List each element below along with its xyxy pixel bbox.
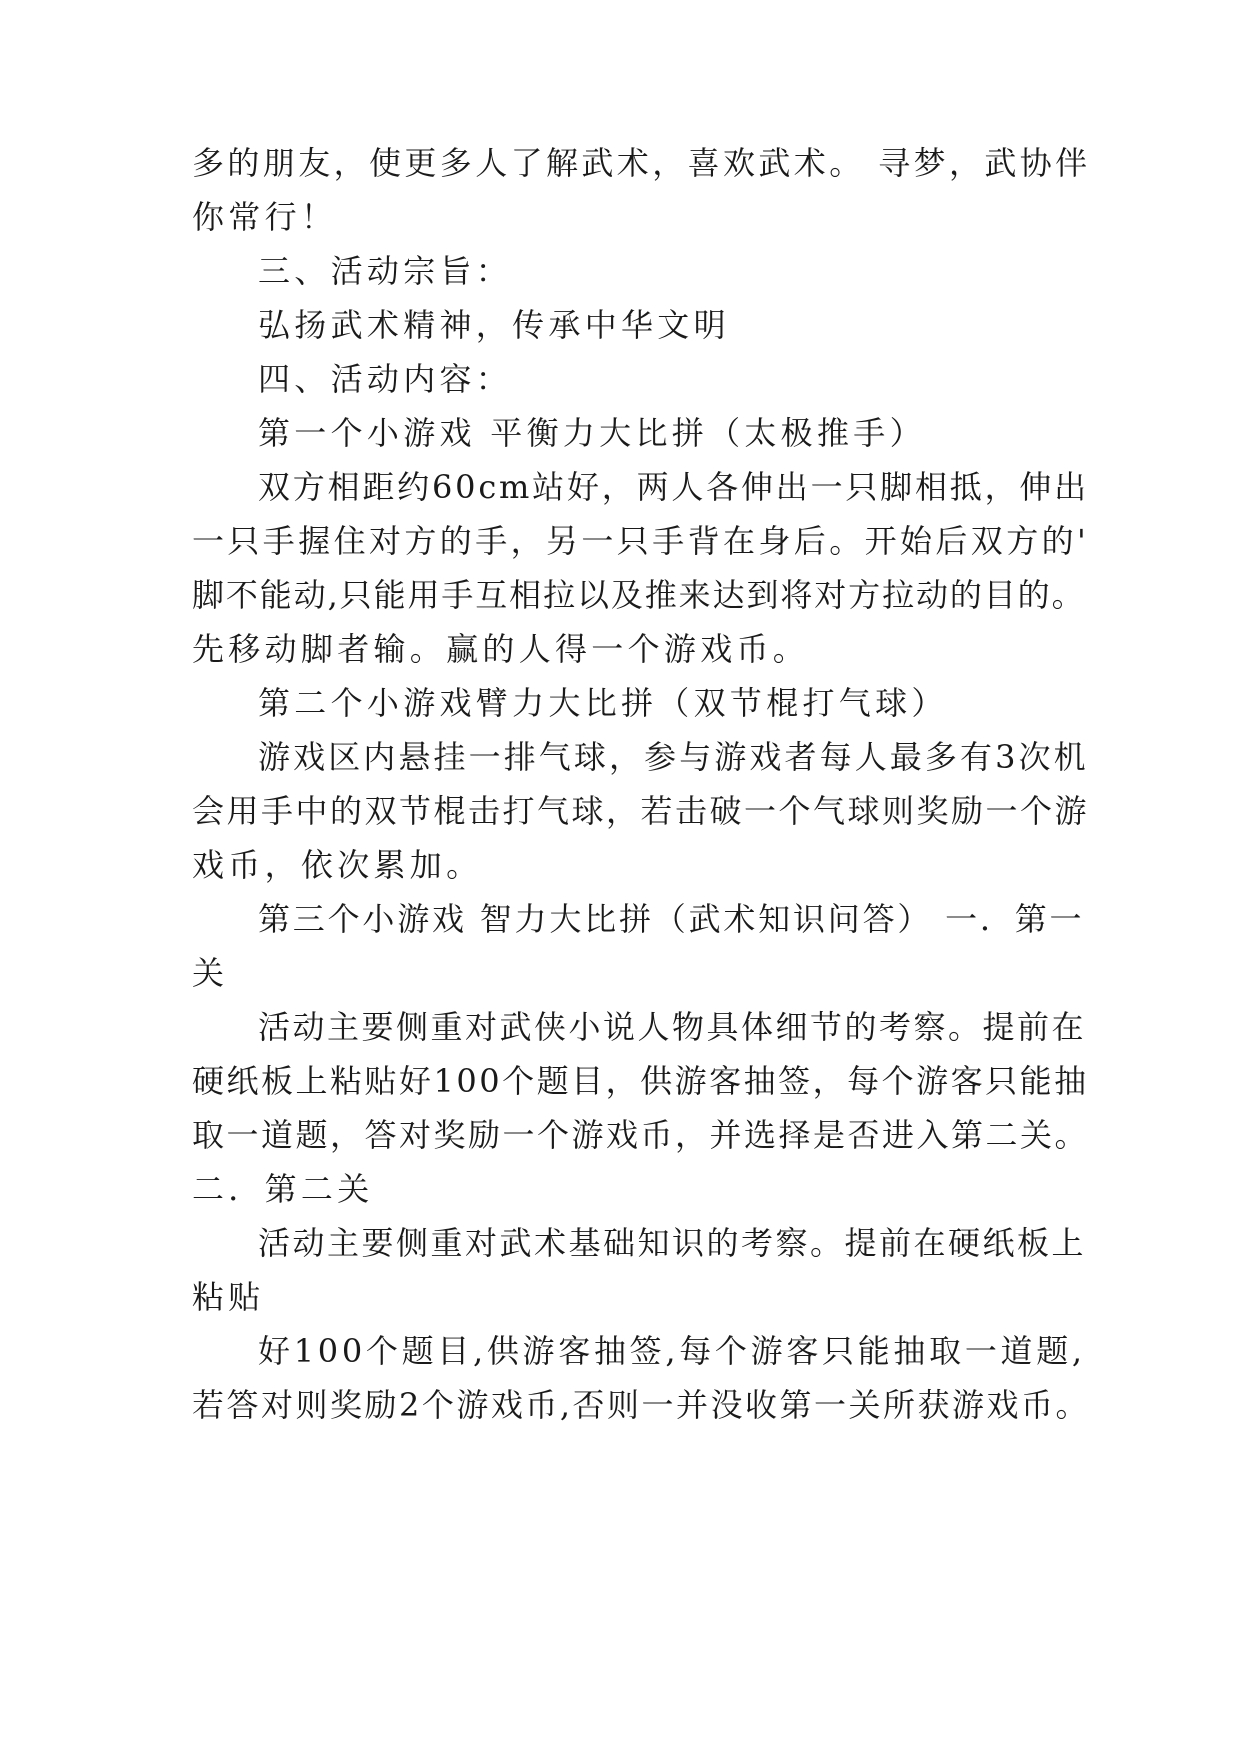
text-line: 取一道题，答对奖励一个游戏币，并选择是否进入第二关。	[192, 1116, 1090, 1154]
text-line: 脚不能动,只能用手互相拉以及推来达到将对方拉动的目的。	[192, 576, 1086, 614]
section-heading: 三、活动宗旨：	[258, 252, 513, 290]
game-title: 第一个小游戏 平衡力大比拼（太极推手）	[258, 414, 926, 452]
text-line: 弘扬武术精神，传承中华文明	[258, 306, 730, 344]
text-line: 戏币，依次累加。	[192, 846, 483, 884]
text-line: 双方相距约60cm站好，两人各伸出一只脚相抵，伸出	[258, 468, 1089, 506]
text-line: 活动主要侧重对武术基础知识的考察。提前在硬纸板上	[258, 1224, 1087, 1262]
text-line: 若答对则奖励2个游戏币,否则一并没收第一关所获游戏币。	[192, 1386, 1091, 1424]
text-line: 二．第二关	[192, 1170, 374, 1208]
text-line: 先移动脚者输。赢的人得一个游戏币。	[192, 630, 810, 668]
text-line: 活动主要侧重对武侠小说人物具体细节的考察。提前在	[258, 1008, 1087, 1046]
text-line: 好100个题目,供游客抽签,每个游客只能抽取一道题,	[258, 1332, 1086, 1370]
text-line: 多的朋友，使更多人了解武术，喜欢武术。 寻梦，武协伴	[192, 144, 1091, 182]
text-line: 会用手中的双节棍击打气球，若击破一个气球则奖励一个游	[192, 792, 1090, 830]
game-title: 第二个小游戏臂力大比拼（双节棍打气球）	[258, 684, 948, 722]
text-line: 粘贴	[192, 1278, 265, 1316]
text-line: 关	[192, 954, 229, 992]
game-title: 第三个小游戏 智力大比拼（武术知识问答） 一．第一	[258, 900, 1085, 938]
section-heading: 四、活动内容：	[258, 360, 513, 398]
text-line: 硬纸板上粘贴好100个题目，供游客抽签，每个游客只能抽	[192, 1062, 1089, 1100]
text-line: 游戏区内悬挂一排气球，参与游戏者每人最多有3次机	[258, 738, 1089, 776]
text-line: 你常行！	[192, 198, 338, 236]
text-line: 一只手握住对方的手，另一只手背在身后。开始后双方的'	[192, 522, 1090, 560]
